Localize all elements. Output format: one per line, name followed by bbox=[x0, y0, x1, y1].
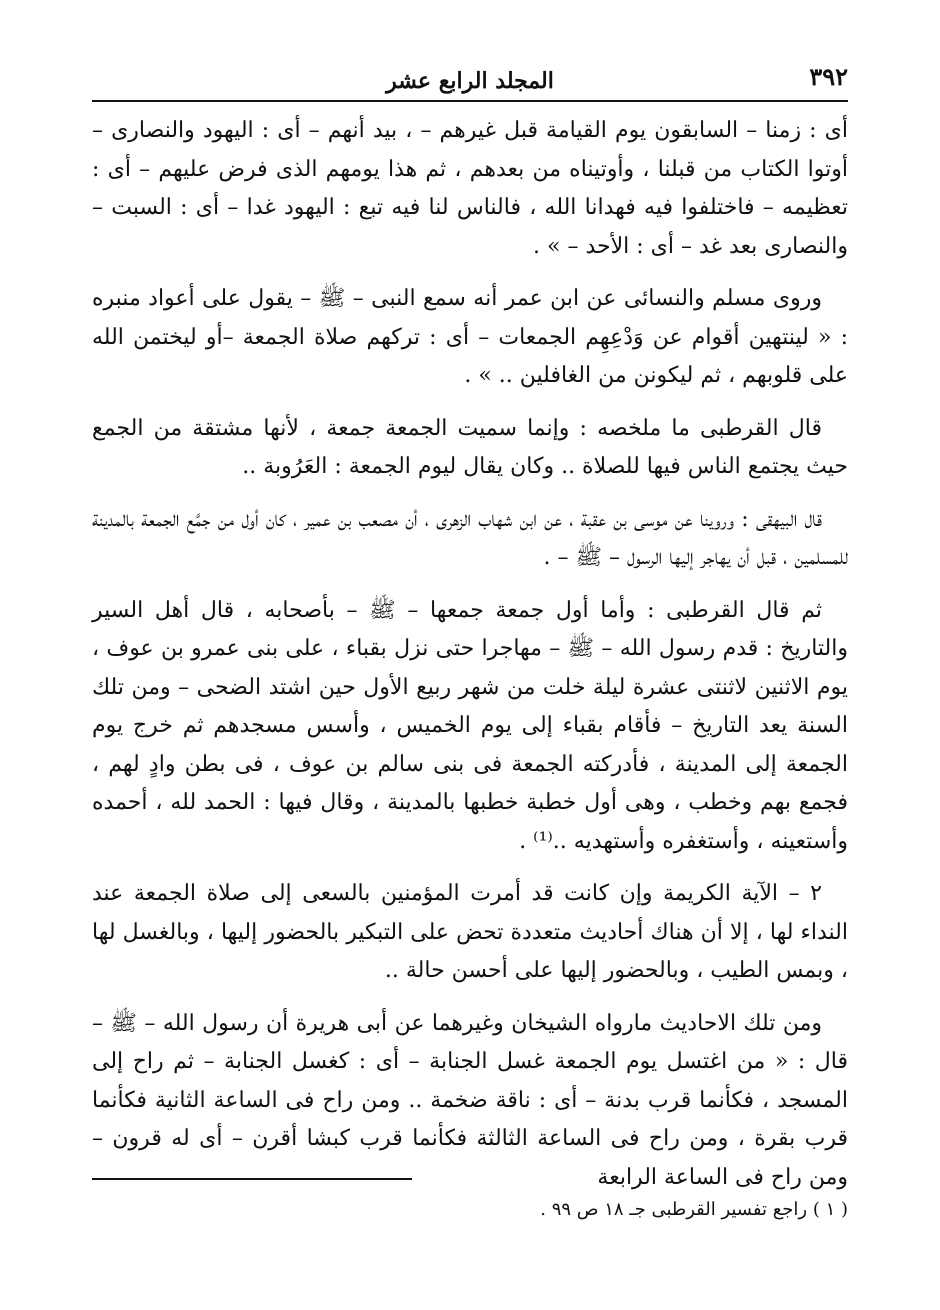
running-title: المجلد الرابع عشر bbox=[386, 68, 554, 94]
page-body bbox=[92, 112, 848, 1211]
header-rule bbox=[92, 100, 848, 102]
footnote: ( ١ ) راجع تفسير القرطبى جـ ١٨ ص ٩٩ . bbox=[540, 1199, 848, 1220]
paragraph-1: أى : زمنا – السابقون يوم القيامة قبل غيرهم – ، بيد أنهم – أى : اليهود والنصارى – أوتوا الكتاب من قبلنا ، وأوتيناه من بعدهم ، ثم هذا يومهم الذى فرض عليهم – أى : تعظيمه – فاختلفوا فيه فهدانا الله ، فالناس لنا فيه تبع : اليهود غدا – أى : السبت – والنصارى بعد غد – أى : الأحد – » . bbox=[92, 118, 848, 259]
paragraph-2: وروى مسلم والنسائى عن ابن عمر أنه سمع النبى – ﷺ – يقول على أعواد منبره : « لينتهين أقوام عن وَدْعِهِم الجمعات – أى : تركهم صلاة الجمعة –أو ليختمن الله على قلوبهم ، ثم ليكونن من الغافلين .. » . bbox=[92, 286, 848, 388]
paragraph-4: قال البيهقى : وروينا عن موسى بن عقبة ، عن ابن شهاب الزهرى ، أن مصعب بن عمير ، كان أول من جمَّع الجمعة بالمدينة للمسلمين ، قبل أن يهاجر إليها الرسول – ﷺ – . bbox=[92, 506, 848, 570]
footnote-rule bbox=[92, 1178, 412, 1180]
paragraph-5: ثم قال القرطبى : وأما أول جمعة جمعها – ﷺ – بأصحابه ، قال أهل السير والتاريخ : قدم رسول الله – ﷺ – مهاجرا حتى نزل بقباء ، على بنى عمرو بن عوف ، يوم الاثنين لاثنتى عشرة ليلة خلت من شهر ربيع الأول حين اشتد الضحى – ومن تلك السنة يعد التاريخ – فأقام بقباء إلى يوم الخميس ، وأسس مسجدهم ثم خرج يوم الجمعة إلى المدينة ، فأدركته الجمعة فى بنى سالم بن عوف ، فى بطن وادٍ لهم ، فجمع بهم وخطب ، وهى أول خطبة خطبها بالمدينة ، وقال فيها : الحمد لله ، أحمده وأستعينه ، وأستغفره وأستهديه ..⁽¹⁾ . bbox=[92, 597, 848, 854]
page-number: ٣٩٢ bbox=[809, 62, 848, 91]
page-header bbox=[92, 58, 848, 94]
paragraph-3: قال القرطبى ما ملخصه : وإنما سميت الجمعة جمعة ، لأنها مشتقة من الجمع حيث يجتمع الناس فيها للصلاة .. وكان يقال ليوم الجمعة : العَرُوبة .. bbox=[92, 415, 848, 479]
paragraph-7: ومن تلك الاحاديث مارواه الشيخان وغيرهما عن أبى هريرة أن رسول الله – ﷺ – قال : « من اغتسل يوم الجمعة غسل الجنابة – أى : كغسل الجنابة – ثم راح إلى المسجد ، فكأنما قرب بدنة – أى : ناقة ضخمة .. ومن راح فى الساعة الثانية فكأنما قرب بقرة ، ومن راح فى الساعة الثالثة فكأنما قرب كبشا أقرن – أى له قرون – ومن راح فى الساعة الرابعة bbox=[92, 1010, 848, 1190]
paragraph-6: ٢ – الآية الكريمة وإن كانت قد أمرت المؤمنين بالسعى إلى صلاة الجمعة عند النداء لها ، إلا أن هناك أحاديث متعددة تحض على التبكير بالحضور إليها ، وبالغسل لها ، وبمس الطيب ، وبالحضور إليها على أحسن حالة .. bbox=[92, 881, 848, 983]
